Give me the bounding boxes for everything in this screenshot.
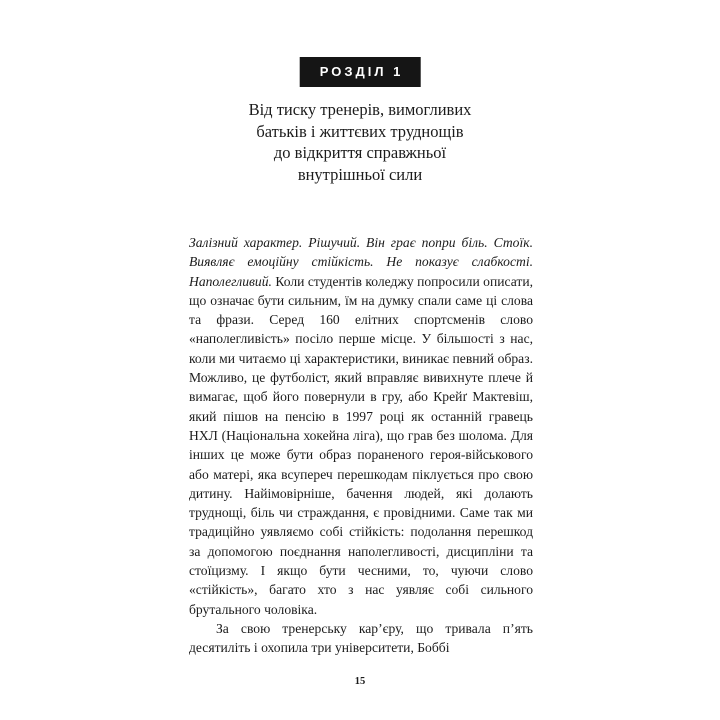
heading-line-2: батьків і життєвих труднощів [256, 121, 464, 141]
chapter-heading [0, 99, 720, 185]
heading-line-4: внутрішньої сили [297, 164, 423, 184]
chapter-label: РОЗДІЛ 1 [319, 64, 404, 79]
paragraph-1 [189, 233, 533, 619]
paragraph-1-italic-lead: Залізний характер. Рішучий. Він грає попри біль. Стоїк. Виявляє емоційну стійкість. Не показує слабкості. Наполегливий. [189, 235, 533, 289]
heading-line-3: до відкриття справжньої [273, 143, 447, 162]
paragraph-1-rest: Коли студентів коледжу попросили описати, що означає бути сильним, їм на думку спали саме ці слова та фрази. Серед 160 елітних спортсменів слово «наполегливість» посіло перше місце. У більшості з нас, коли ми читаємо ці характеристики, виникає певний образ. Можливо, це футболіст, який вправляє вивихнуте плече й вимагає, щоб його повернули в гру, або Крейґ Мактевіш, який пішов на пенсію в 1997 році як останній гравець НХЛ (Національна хокейна ліга), що грав без шолома. Для інших це може бути образ пораненого героя-військового або матері, яка всупереч перешкодам піклується про свою дитину. Найімовірніше, бачення людей, які долають труднощі, біль чи страждання, є провідними. Саме так ми традиційно уявляємо собі стійкість: подолання перешкод за допомогою поєднання наполегливості, дисципліни та стоїцизму. І якщо бути чесними, то, чуючи слово «стійкість», багато хто з нас уявляє собі сильного брутального чоловіка. [189, 273, 533, 617]
chapter-badge [300, 57, 421, 87]
heading-line-1: Від тиску тренерів, вимогливих [248, 100, 472, 119]
body-text-column [189, 233, 533, 658]
paragraph-2: За свою тренерську кар’єру, що тривала п’ять десятиліть і охопила три університети, Боббі [189, 620, 533, 656]
page-number: 15 [354, 676, 366, 687]
